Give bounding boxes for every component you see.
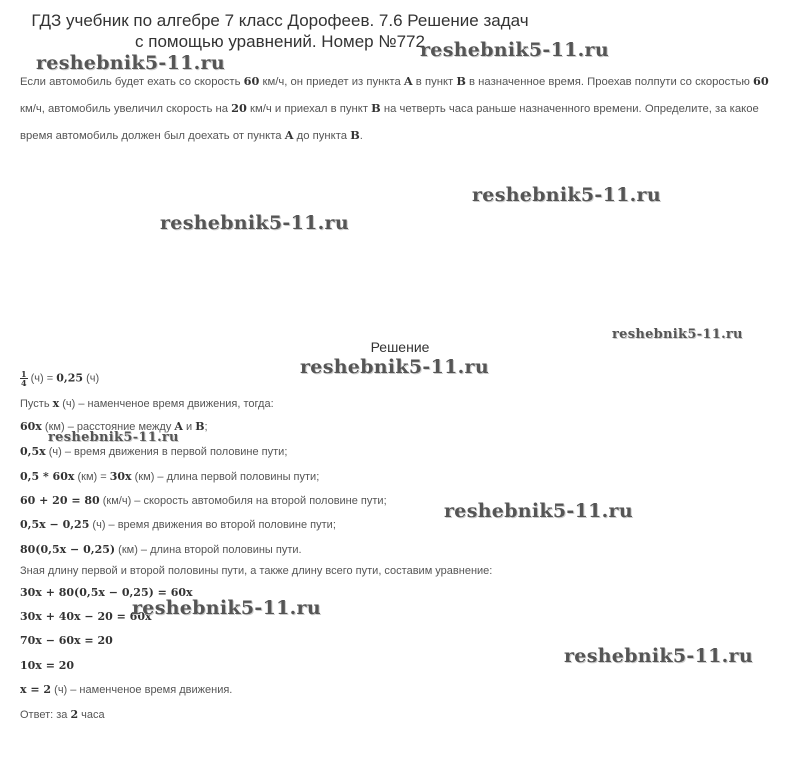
equation-4: 10x = 20 <box>20 659 75 672</box>
equation-3: 70x − 60x = 20 <box>20 634 113 647</box>
watermark: reshebnik5-11.ru <box>300 356 489 378</box>
problem-math: 60 <box>243 74 260 88</box>
solution-math: 60x <box>20 420 42 433</box>
problem-text: . <box>359 130 363 142</box>
answer-value: 2 <box>70 708 79 721</box>
answer-text: Ответ: за <box>20 709 71 721</box>
watermark: reshebnik5-11.ru <box>612 327 743 342</box>
problem-math: 20 <box>231 101 247 115</box>
solution-text: (км/ч) – скорость автомобиля на второй половине пути; <box>99 495 387 507</box>
solution-text: ; <box>204 421 208 433</box>
solution-text: Пусть <box>20 398 53 410</box>
watermark: reshebnik5-11.ru <box>48 430 179 445</box>
solution-line-2 <box>20 397 274 410</box>
solution-math: 0,5 * 60x <box>20 470 75 483</box>
solution-text: (ч) = <box>27 372 57 385</box>
solution-line-14 <box>20 683 232 696</box>
solution-math: 30x <box>109 470 132 483</box>
solution-math: 60 + 20 = 80 <box>20 494 100 507</box>
solution-math: 0,5x <box>20 445 46 458</box>
problem-text: в пункт <box>412 76 457 88</box>
watermark: reshebnik5-11.ru <box>36 52 225 74</box>
solution-text: (ч) – наменченое время движения, тогда: <box>59 398 274 410</box>
solution-text: (ч) <box>83 372 100 385</box>
problem-text: на четверть часа раньше назначенного времени. Определите, за какое время автомобиль должен был доехать от пункта <box>20 103 759 142</box>
problem-statement <box>20 68 780 149</box>
problem-math: B <box>371 101 381 115</box>
solution-text: (км) – длина второй половины пути. <box>115 544 302 556</box>
solution-line-7 <box>20 518 336 531</box>
solution-heading: Решение <box>370 339 430 355</box>
problem-math: A <box>284 128 294 142</box>
fraction-numerator: 1 <box>21 369 27 379</box>
solution-line-5 <box>20 470 319 483</box>
solution-text: (ч) – время движения во второй половине пути; <box>89 519 336 531</box>
solution-text: (км) – длина первой половины пути; <box>131 471 320 483</box>
solution-line-1 <box>20 370 99 387</box>
problem-text: км/ч и приехал в пункт <box>246 103 372 115</box>
solution-math: 0,25 <box>56 371 84 385</box>
fraction-denominator: 4 <box>21 378 27 388</box>
solution-text: (ч) – наменченое время движения. <box>51 684 233 696</box>
answer-text: часа <box>78 709 105 721</box>
solution-math: B <box>195 420 205 433</box>
solution-math: x <box>52 397 60 410</box>
page-title-line-1: ГДЗ учебник по алгебре 7 класс Дорофеев. 7.6 Решение задач <box>31 11 529 30</box>
equation-2: 30x + 40x − 20 = 60x <box>20 610 152 623</box>
problem-math: A <box>403 74 413 88</box>
solution-line-9: Зная длину первой и второй половины пути, а также длину всего пути, составим уравнение: <box>20 565 493 577</box>
solution-text: (ч) – время движения в первой половине пути; <box>45 446 288 458</box>
problem-text: до пункта <box>293 130 351 142</box>
problem-math: B <box>350 128 360 142</box>
solution-math: 0,5x − 0,25 <box>20 518 90 531</box>
watermark: reshebnik5-11.ru <box>472 184 661 206</box>
solution-line-6 <box>20 494 387 507</box>
problem-math: B <box>456 74 466 88</box>
problem-text: Если автомобиль будет ехать со скорость <box>20 76 244 88</box>
watermark: reshebnik5-11.ru <box>564 645 753 667</box>
solution-math: A <box>174 420 183 433</box>
fraction <box>20 370 28 387</box>
solution-math: 80(0,5x − 0,25) <box>20 543 116 556</box>
solution-text: (км) – расстояние между <box>41 421 175 433</box>
solution-math: x = 2 <box>20 683 52 696</box>
watermark: reshebnik5-11.ru <box>420 39 609 61</box>
page-title-line-2: с помощью уравнений. Номер №772 <box>135 32 425 51</box>
solution-text: и <box>182 421 196 433</box>
solution-text: (км) = <box>74 471 110 483</box>
problem-text: в назначенное время. Проехав полпути со скоростью <box>465 76 753 88</box>
answer-line <box>20 708 105 721</box>
equation-1: 30x + 80(0,5x − 0,25) = 60x <box>20 586 193 599</box>
problem-text: км/ч, автомобиль увеличил скорость на <box>20 103 232 115</box>
problem-math: 60 <box>753 74 769 88</box>
watermark: reshebnik5-11.ru <box>444 500 633 522</box>
solution-line-4 <box>20 445 287 458</box>
solution-line-8 <box>20 543 302 556</box>
watermark: reshebnik5-11.ru <box>132 597 321 619</box>
watermark: reshebnik5-11.ru <box>160 212 349 234</box>
problem-text: км/ч, он приедет из пункта <box>259 76 404 88</box>
